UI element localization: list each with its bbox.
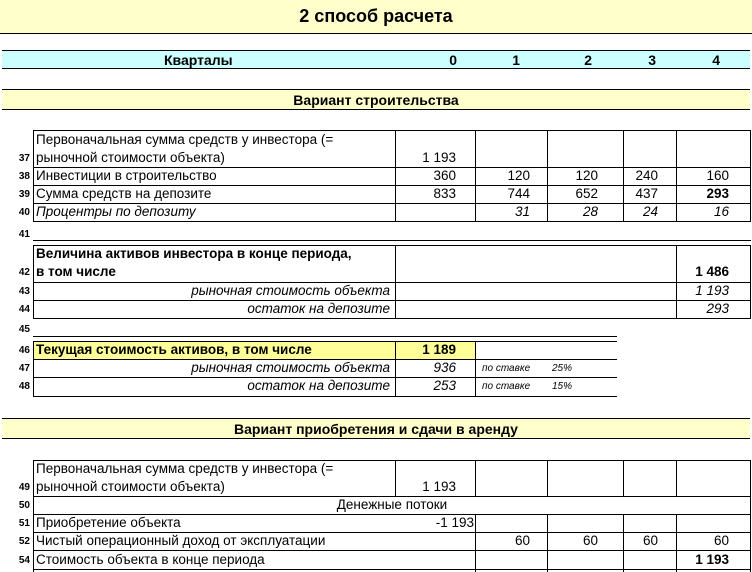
row38-q4: 160 [706, 168, 729, 183]
quarter-2: 2 [584, 52, 592, 68]
row43-label: рыночная стоимость объекта [191, 283, 390, 298]
row40-q1: 31 [514, 204, 530, 219]
row-number: 40 [18, 207, 30, 218]
row38-q3: 240 [635, 168, 658, 183]
row38-q1: 120 [507, 168, 530, 183]
row52-q1: 60 [514, 533, 530, 548]
row42-label-line2: в том числе [36, 264, 116, 279]
row54-label: Стоимость объекта в конце периода [36, 552, 265, 567]
section-construction-header [2, 89, 750, 110]
row-number: 48 [18, 381, 30, 392]
row38-q0: 360 [433, 168, 456, 183]
row52-q3: 60 [642, 533, 658, 548]
row-number: 54 [18, 555, 30, 566]
row37-q0: 1 193 [422, 150, 456, 165]
row42-q4: 1 486 [695, 264, 729, 279]
row-number: 44 [18, 304, 30, 315]
row40-q3: 24 [642, 204, 658, 219]
row38-label: Инвестиции в строительство [36, 168, 217, 183]
row-number: 45 [18, 324, 30, 335]
row-number: 51 [18, 518, 30, 529]
section-rental-title: Вариант приобретения и сдачи в аренду [234, 421, 518, 437]
row52-q2: 60 [582, 533, 598, 548]
row40-q4: 16 [713, 204, 729, 219]
row49-label-line2: рыночной стоимости объекта) [36, 479, 225, 494]
row47-rate-value: 25% [552, 363, 573, 374]
row46-label: Текущая стоимость активов, в том числе [36, 342, 312, 357]
row39-q4: 293 [706, 186, 729, 201]
row46-q0: 1 189 [422, 342, 456, 357]
row-number: 42 [18, 267, 30, 278]
row49-label-line1: Первоначальная сумма средств у инвестора (= [36, 461, 334, 476]
row-number: 49 [18, 482, 30, 493]
row47-rate-label: по ставке [482, 363, 531, 374]
row-number: 39 [18, 189, 30, 200]
row37-label-line2: рыночной стоимости объекта) [36, 150, 225, 165]
row48-label: остаток на депозите [247, 378, 390, 393]
row38-q2: 120 [575, 168, 598, 183]
section-construction-title: Вариант строительства [293, 92, 459, 108]
row51-label: Приобретение объекта [36, 515, 181, 530]
row37-label-line1: Первоначальная сумма средств у инвестора (= [36, 132, 334, 147]
title-bar [0, 0, 752, 34]
row48-rate-value: 15% [552, 381, 573, 392]
row47-label: рыночная стоимость объекта [191, 360, 390, 375]
row-number: 47 [18, 363, 30, 374]
row40-q2: 28 [582, 204, 598, 219]
row48-rate-label: по ставке [482, 381, 531, 392]
row48-q0: 253 [433, 378, 456, 393]
row39-q2: 652 [575, 186, 598, 201]
quarter-0: 0 [449, 52, 457, 68]
row44-q4: 293 [706, 301, 729, 316]
row42-label-line1: Величина активов инвестора в конце периода, [36, 246, 352, 261]
row54-q4: 1 193 [695, 552, 729, 567]
row39-label: Сумма средств на депозите [36, 186, 212, 201]
quarters-header-row [2, 50, 750, 69]
row47-q0: 936 [433, 360, 456, 375]
quarter-4: 4 [712, 52, 720, 68]
row52-label: Чистый операционный доход от эксплуатации [36, 533, 326, 548]
row40-label: Процентры по депозиту [36, 204, 196, 219]
row43-q4: 1 193 [695, 283, 729, 298]
row39-q1: 744 [507, 186, 530, 201]
row-number: 50 [18, 500, 30, 511]
row-number: 46 [18, 345, 30, 356]
row39-q3: 437 [635, 186, 658, 201]
row51-q0: -1 193 [435, 515, 474, 530]
row-number: 38 [18, 171, 30, 182]
row-number: 37 [18, 153, 30, 164]
row39-q0: 833 [433, 186, 456, 201]
quarters-label: Кварталы [164, 52, 233, 68]
row52-q4: 60 [713, 533, 729, 548]
row-number: 52 [18, 536, 30, 547]
row-number: 41 [18, 229, 30, 240]
quarter-1: 1 [512, 52, 520, 68]
row50-label: Денежные потоки [336, 497, 448, 512]
row-number: 43 [18, 286, 30, 297]
page-title: 2 способ расчета [299, 6, 453, 26]
quarter-3: 3 [648, 52, 656, 68]
section-rental-header [2, 418, 750, 439]
row49-q0: 1 193 [422, 479, 456, 494]
row44-label: остаток на депозите [247, 301, 390, 316]
